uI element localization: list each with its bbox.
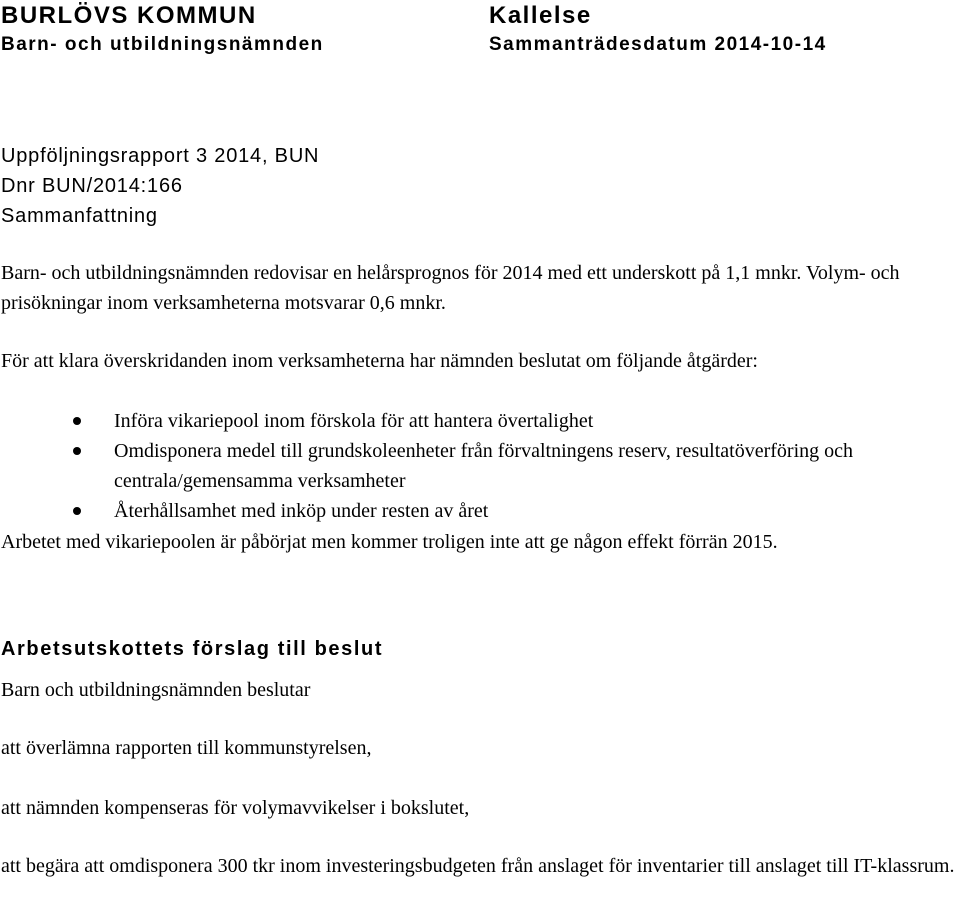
decision-item: att överlämna rapporten till kommunstyrelsen, — [1, 737, 372, 759]
measures-intro-paragraph: För att klara överskridanden inom verksamheterna har nämnden beslutat om följande åtgärder: — [1, 350, 758, 372]
item-reference-number: Dnr BUN/2014:166 — [1, 175, 183, 197]
meeting-date: Sammanträdesdatum 2014-10-14 — [489, 34, 827, 55]
list-item — [72, 436, 956, 496]
decision-intro: Barn och utbildningsnämnden beslutar — [1, 679, 311, 701]
summary-heading: Sammanfattning — [1, 205, 158, 227]
decision-item: att nämnden kompenseras för volymavvikelser i bokslutet, — [1, 797, 470, 819]
proposal-heading: Arbetsutskottets förslag till beslut — [1, 638, 384, 660]
measures-list — [72, 406, 956, 526]
organization-name: BURLÖVS KOMMUN — [1, 2, 257, 29]
bullet-icon — [73, 417, 81, 425]
measure-text: Återhållsamhet med inköp under resten av året — [114, 500, 489, 522]
measure-text: Omdisponera medel till grundskoleenheter från förvaltningens reserv, resultatöverföring och centrala/gemensamma verksamheter — [114, 440, 854, 492]
document-type: Kallelse — [489, 2, 592, 29]
item-title: Uppföljningsrapport 3 2014, BUN — [1, 145, 320, 167]
bullet-icon — [73, 447, 81, 455]
substitute-pool-paragraph: Arbetet med vikariepoolen är påbörjat men kommer troligen inte att ge någon effekt förrän 2015. — [1, 531, 778, 553]
measure-text: Införa vikariepool inom förskola för att hantera övertalighet — [114, 410, 594, 432]
list-item — [72, 496, 956, 526]
forecast-paragraph: Barn- och utbildningsnämnden redovisar en helårsprognos för 2014 med ett underskott på 1,1 mnkr. Volym- och prisökningar inom verksamheterna motsvarar 0,6 mnkr. — [1, 262, 900, 314]
bullet-icon — [73, 507, 81, 515]
committee-name: Barn- och utbildningsnämnden — [1, 34, 324, 55]
decision-item: att begära att omdisponera 300 tkr inom investeringsbudgeten från anslaget för inventarier till anslaget till IT-klassrum. — [1, 855, 955, 877]
list-item — [72, 406, 956, 436]
